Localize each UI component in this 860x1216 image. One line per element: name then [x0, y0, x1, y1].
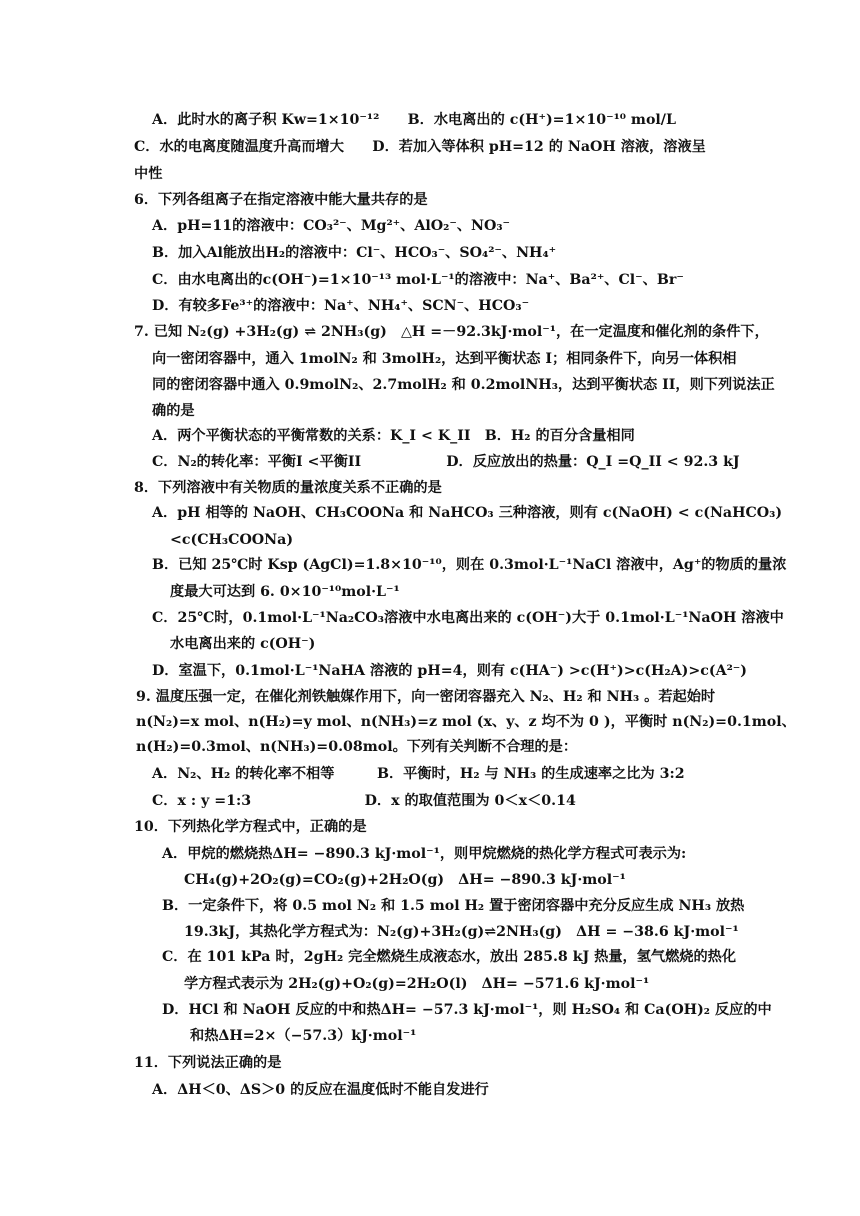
text-line: A．两个平衡状态的平衡常数的关系：K_I < K_II B．H₂ 的百分含量相同: [152, 428, 635, 444]
text-line: 6．下列各组离子在指定溶液中能大量共存的是: [134, 192, 428, 208]
text-line: 9. 温度压强一定，在催化剂铁触媒作用下，向一密闭容器充入 N₂、H₂ 和 NH₃ 。若起始时: [136, 689, 716, 705]
text-line: 向一密闭容器中，通入 1molN₂ 和 3molH₂，达到平衡状态 I；相同条件下，向另一体积相: [152, 351, 737, 367]
text-line: n(H₂)=0.3mol、n(NH₃)=0.08mol。下列有关判断不合理的是：: [136, 739, 578, 755]
text-line: 同的密闭容器中通入 0.9molN₂、2.7molH₂ 和 0.2molNH₃，达到平衡状态 II，则下列说法正: [152, 377, 775, 393]
text-line: C．在 101 kPa 时，2gH₂ 完全燃烧生成液态水，放出 285.8 kJ 热量，氢气燃烧的热化: [162, 949, 737, 965]
text-line: C．x : y =1:3 D．x 的取值范围为 0＜x＜0.14: [152, 793, 576, 809]
text-line: D．HCl 和 NaOH 反应的中和热ΔH= −57.3 kJ·mol⁻¹，则 H₂SO₄ 和 Ca(OH)₂ 反应的中: [162, 1002, 772, 1018]
text-line: 10．下列热化学方程式中，正确的是: [134, 819, 367, 835]
text-line: 和热ΔH=2×（−57.3）kJ·mol⁻¹: [190, 1028, 417, 1044]
text-line: A．pH=11的溶液中：CO₃²⁻、Mg²⁺、AlO₂⁻、NO₃⁻: [152, 218, 511, 234]
text-line: 11．下列说法正确的是: [134, 1055, 282, 1071]
text-line: 水电离出来的 c(OH⁻): [170, 636, 316, 652]
text-line: A．ΔH＜0、ΔS＞0 的反应在温度低时不能自发进行: [152, 1082, 489, 1098]
text-line: A．甲烷的燃烧热ΔH= −890.3 kJ·mol⁻¹，则甲烷燃烧的热化学方程式可表示为:: [162, 846, 687, 862]
text-line: A．pH 相等的 NaOH、CH₃COONa 和 NaHCO₃ 三种溶液，则有 c(NaOH) < c(NaHCO₃): [152, 505, 783, 521]
text-line: C．N₂的转化率：平衡I <平衡II D．反应放出的热量：Q_I =Q_II < 92.3 kJ: [152, 454, 740, 470]
text-line: 7. 已知 N₂(g) +3H₂(g) ⇌ 2NH₃(g) △H =－92.3kJ·mol⁻¹，在一定温度和催化剂的条件下，: [134, 324, 769, 340]
text-line: n(N₂)=x mol、n(H₂)=y mol、n(NH₃)=z mol (x、y、z 均不为 0 )，平衡时 n(N₂)=0.1mol、: [136, 714, 796, 730]
text-line: 学方程式表示为 2H₂(g)+O₂(g)=2H₂O(l) ΔH= −571.6 kJ·mol⁻¹: [184, 976, 650, 992]
text-line: <c(CH₃COONa): [170, 532, 294, 548]
text-line: B．已知 25℃时 Ksp (AgCl)=1.8×10⁻¹⁰，则在 0.3mol·L⁻¹NaCl 溶液中，Ag⁺的物质的量浓: [152, 557, 787, 573]
text-line: C．25℃时，0.1mol·L⁻¹Na₂CO₃溶液中水电离出来的 c(OH⁻)大于 0.1mol·L⁻¹NaOH 溶液中: [152, 610, 784, 626]
text-line: CH₄(g)+2O₂(g)=CO₂(g)+2H₂O(g) ΔH= −890.3 kJ·mol⁻¹: [184, 872, 626, 888]
text-line: C．由水电离出的c(OH⁻)=1×10⁻¹³ mol·L⁻¹的溶液中：Na⁺、Ba²⁺、Cl⁻、Br⁻: [152, 272, 684, 288]
text-line: 度最大可达到 6. 0×10⁻¹⁰mol·L⁻¹: [170, 584, 400, 600]
text-line: A．此时水的离子积 Kw=1×10⁻¹² B．水电离出的 c(H⁺)=1×10⁻¹⁰ mol/L: [152, 112, 676, 128]
text-line: 8．下列溶液中有关物质的量浓度关系不正确的是: [134, 480, 442, 496]
text-line: A．N₂、H₂ 的转化率不相等 B．平衡时，H₂ 与 NH₃ 的生成速率之比为 3:2: [152, 766, 685, 782]
text-line: 确的是: [152, 403, 195, 419]
text-line: B．加入Al能放出H₂的溶液中：Cl⁻、HCO₃⁻、SO₄²⁻、NH₄⁺: [152, 245, 557, 261]
text-line: 中性: [134, 166, 163, 182]
text-line: D．室温下，0.1mol·L⁻¹NaHA 溶液的 pH=4，则有 c(HA⁻) >c(H⁺)>c(H₂A)>c(A²⁻): [152, 663, 747, 679]
text-line: 19.3kJ，其热化学方程式为：N₂(g)+3H₂(g)⇌2NH₃(g) ΔH = −38.6 kJ·mol⁻¹: [184, 924, 739, 940]
text-line: B．一定条件下，将 0.5 mol N₂ 和 1.5 mol H₂ 置于密闭容器中充分反应生成 NH₃ 放热: [162, 898, 745, 914]
text-line: C．水的电离度随温度升高而增大 D．若加入等体积 pH=12 的 NaOH 溶液，溶液呈: [134, 139, 706, 155]
text-line: D．有较多Fe³⁺的溶液中：Na⁺、NH₄⁺、SCN⁻、HCO₃⁻: [152, 298, 530, 314]
